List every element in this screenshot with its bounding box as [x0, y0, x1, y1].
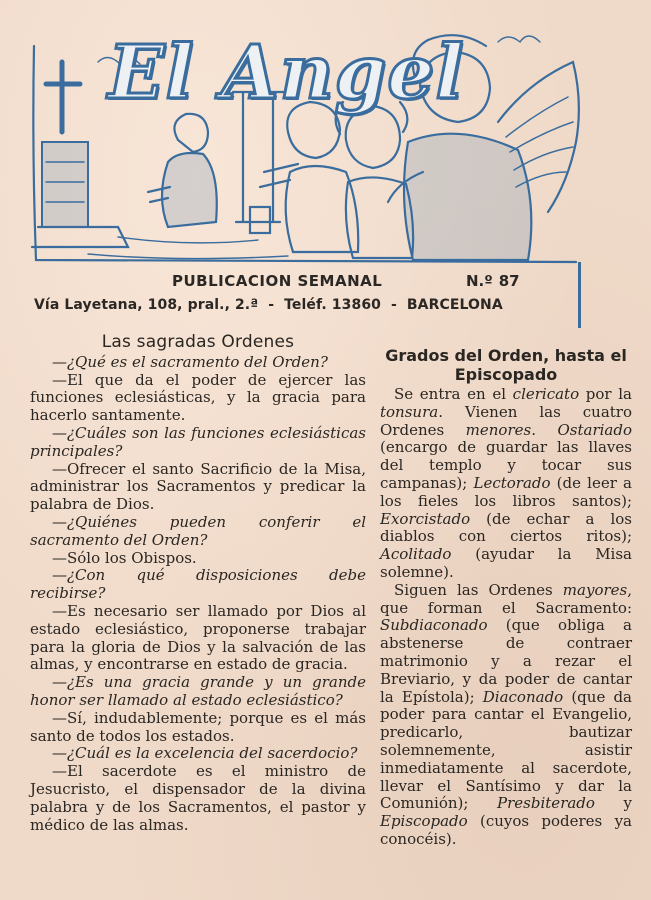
text-run: (de leer a los fieles los libros santos); — [380, 473, 632, 510]
term-presbiterado: Presbiterado — [497, 794, 595, 813]
address-city: BARCELONA — [406, 297, 503, 313]
left-column-title: Las sagradas Ordenes — [101, 332, 295, 352]
paragraph-major-orders — [380, 582, 632, 849]
catechism-answer: —Ofrecer el santo Sacrificio de la Misa, administrar los Sacramentos y predicar la palabra de Dios. — [30, 459, 366, 514]
text-run: (que obliga a abstenerse de contraer matrimonio y a rezar el Breviario, y da poder de cantar la Epístola); — [380, 616, 632, 706]
catechism-question: —¿Quiénes pueden conferir el sacramento del Orden? — [30, 512, 366, 549]
catechism-question: —¿Cuáles son las funciones eclesiásticas principales? — [30, 423, 366, 460]
catechism-answer: —El sacerdote es el ministro de Jesucristo, el dispensador de la divina palabra y de los Sacramentos, el pastor y médico de las almas. — [30, 762, 366, 834]
address-sep-1: - — [268, 297, 275, 313]
text-run: por la — [579, 385, 632, 403]
term-exorcistado: Exorcistado — [380, 509, 471, 528]
vertical-rule — [578, 262, 581, 328]
text-run: y — [594, 794, 632, 813]
term-menores: menores — [465, 420, 532, 439]
catechism-question: —¿Qué es el sacramento del Orden? — [52, 352, 328, 371]
catechism-question: —¿Cuál es la excelencia del sacerdocio? — [52, 744, 358, 763]
text-run: Se entra en el — [394, 385, 513, 403]
catechism-question: —¿Es una gracia grande y un grande honor ser llamado al estado eclesiástico? — [30, 673, 366, 709]
paragraph-minor-orders — [380, 386, 632, 582]
right-column-title: Grados del Orden, hasta el Episcopado — [385, 346, 627, 384]
masthead-illustration — [28, 22, 588, 272]
catechism-answer: —El que da el poder de ejercer las funciones eclesiásticas, y la gracia para hacerlo santamente. — [30, 370, 366, 425]
term-tonsura: tonsura — [380, 402, 439, 421]
text-run: (cuyos poderes ya conocéis). — [380, 812, 632, 848]
text-run: (de echar a los diablos con ciertos ritos); — [380, 509, 632, 546]
publication-frequency: PUBLICACION SEMANAL — [172, 272, 383, 290]
term-ostariado: Ostariado — [557, 420, 632, 439]
text-run: (ayudar la Misa solemne). — [380, 545, 632, 581]
term-diaconado: Diaconado — [482, 687, 564, 706]
term-episcopado: Episcopado — [380, 812, 468, 831]
catechism-answer: —Sí, indudablemente; porque es el más santo de todos los estados. — [30, 708, 366, 745]
term-clericato: clericato — [512, 385, 580, 403]
text-run: , que forman el Sacramento: — [380, 580, 632, 617]
address-line — [34, 297, 539, 313]
issue-value: 87 — [498, 272, 520, 290]
catechism-question: —¿Con qué disposiciones debe recibirse? — [30, 566, 366, 603]
term-subdiaconado: Subdiaconado — [380, 616, 488, 635]
catechism-answer: —Es necesario ser llamado por Dios al estado eclesiástico, proponerse trabajar para la gloria de Dios y la salvación de las almas, y encontrarse en estado de gracia. — [30, 601, 366, 674]
term-lectorado: Lectorado — [473, 473, 551, 492]
address-phone: Teléf. 13860 — [284, 297, 382, 313]
issue-label: N.º — [466, 272, 493, 290]
left-column — [30, 334, 366, 834]
text-run: (que da poder para cantar el Evangelio, predicarlo, bautizar solemnemente, asistir inmediatamente al sacerdote, llevar el Santísimo y dar la Comunión); — [380, 687, 633, 813]
address-sep-2: - — [391, 297, 397, 313]
right-column — [380, 346, 632, 849]
text-run: Siguen las Ordenes — [394, 580, 563, 599]
text-run: . Vienen las cuatro Ordenes — [380, 402, 632, 439]
logo-wordmark: El Angel — [108, 30, 465, 116]
term-acolitado: Acolitado — [380, 545, 452, 564]
issue-number — [466, 272, 520, 290]
catechism-answer: —Sólo los Obispos. — [52, 548, 197, 567]
text-run: (encargo de guardar las llaves del templo y tocar sus campanas); — [380, 438, 632, 492]
term-mayores: mayores — [562, 580, 628, 599]
address-street: Vía Layetana, 108, pral., 2.ª — [34, 297, 259, 313]
text-run: . — [531, 420, 558, 439]
